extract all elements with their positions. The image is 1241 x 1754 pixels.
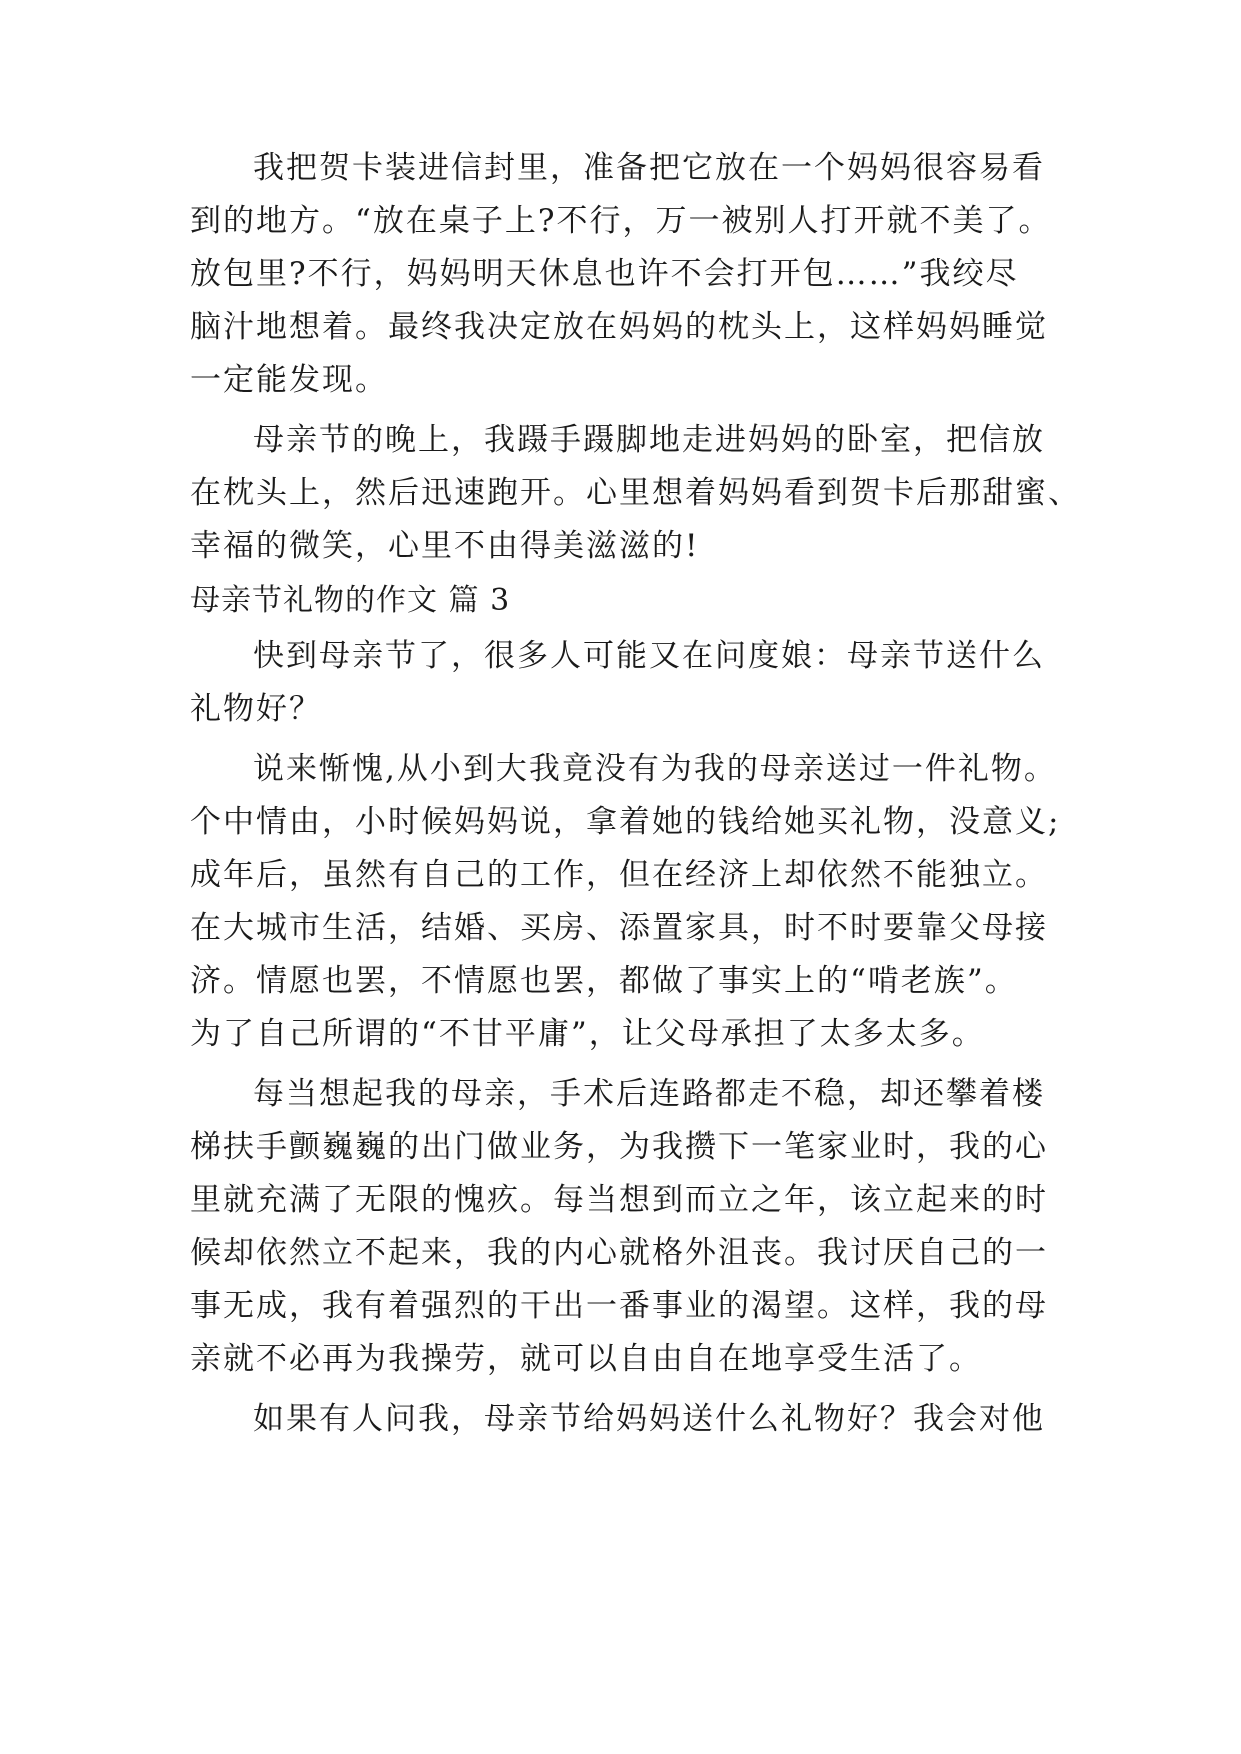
- paragraph-line: 如果有人问我，母亲节给妈妈送什么礼物好？我会对他: [253, 1401, 1045, 1437]
- paragraph-line: 亲就不必再为我操劳，就可以自由自在地享受生活了。: [190, 1341, 982, 1377]
- paragraph-line: 梯扶手颤巍巍的出门做业务，为我攒下一笔家业时，我的心: [190, 1129, 1048, 1165]
- paragraph-line: 个中情由，小时候妈妈说，拿着她的钱给她买礼物，没意义;: [190, 804, 1061, 840]
- section-heading: 母亲节礼物的作文 篇 3: [190, 583, 511, 618]
- paragraph-line: 成年后，虽然有自己的工作，但在经济上却依然不能独立。: [190, 857, 1048, 893]
- paragraph-line: 济。情愿也罢，不情愿也罢，都做了事实上的“啃老族”。: [190, 963, 1018, 999]
- paragraph-line: 事无成，我有着强烈的干出一番事业的渴望。这样，我的母: [190, 1288, 1048, 1324]
- paragraph-line: 在大城市生活，结婚、买房、添置家具，时不时要靠父母接: [190, 910, 1048, 946]
- paragraph-line: 礼物好？: [190, 691, 322, 727]
- paragraph-line: 幸福的微笑，心里不由得美滋滋的!: [190, 528, 700, 564]
- paragraph-line: 说来惭愧,从小到大我竟没有为我的母亲送过一件礼物。: [253, 751, 1057, 787]
- paragraph-line: 每当想起我的母亲，手术后连路都走不稳，却还攀着楼: [253, 1076, 1045, 1112]
- paragraph-line: 放包里?不行，妈妈明天休息也许不会打开包……”我绞尽: [190, 256, 1019, 292]
- paragraph-line: 候却依然立不起来，我的内心就格外沮丧。我讨厌自己的一: [190, 1235, 1048, 1271]
- paragraph-line: 在枕头上，然后迅速跑开。心里想着妈妈看到贺卡后那甜蜜、: [190, 475, 1081, 511]
- paragraph-line: 到的地方。“放在桌子上?不行，万一被别人打开就不美了。: [190, 203, 1052, 239]
- paragraph-line: 我把贺卡装进信封里，准备把它放在一个妈妈很容易看: [253, 150, 1045, 186]
- paragraph-line: 一定能发现。: [190, 362, 388, 398]
- paragraph-line: 为了自己所谓的“不甘平庸”，让父母承担了太多太多。: [190, 1016, 985, 1052]
- paragraph-line: 快到母亲节了，很多人可能又在问度娘：母亲节送什么: [253, 638, 1045, 674]
- paragraph-line: 里就充满了无限的愧疚。每当想到而立之年，该立起来的时: [190, 1182, 1048, 1218]
- paragraph-line: 母亲节的晚上，我蹑手蹑脚地走进妈妈的卧室，把信放: [253, 422, 1045, 458]
- paragraph-line: 脑汁地想着。最终我决定放在妈妈的枕头上，这样妈妈睡觉: [190, 309, 1048, 345]
